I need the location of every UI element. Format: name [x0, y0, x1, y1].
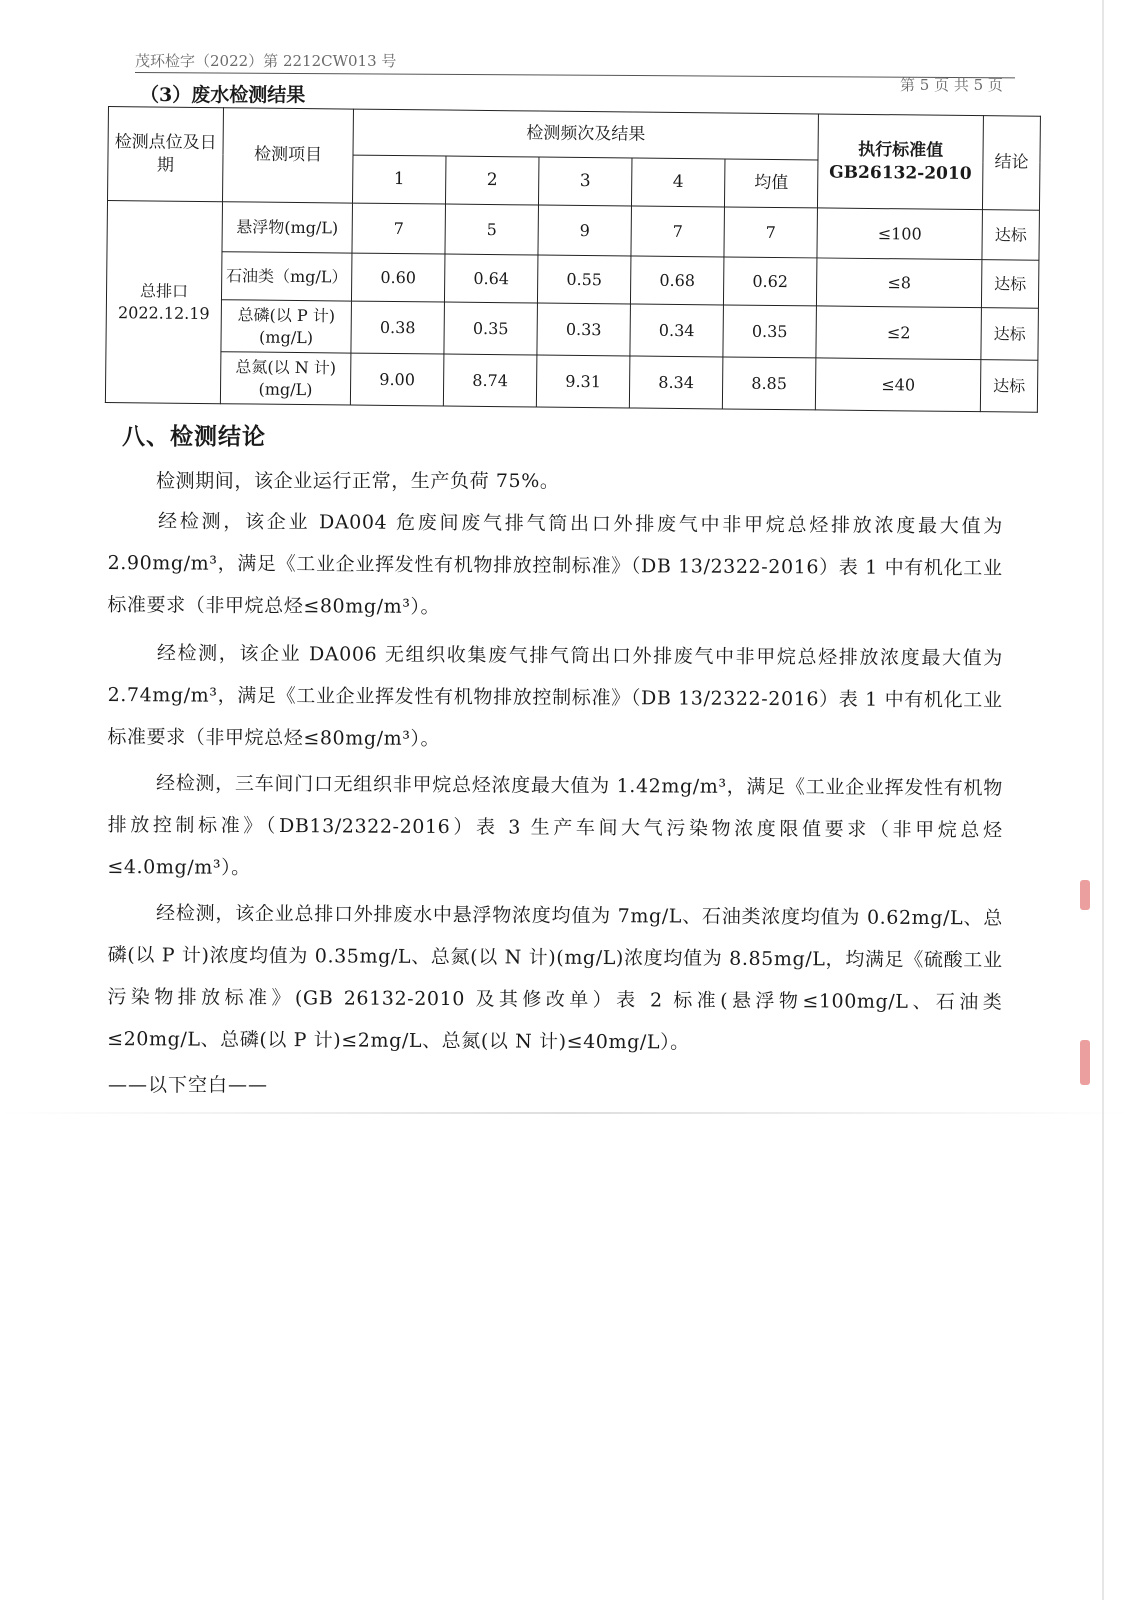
paragraph-text: 经检测，该企业 DA006 无组织收集废气排气筒出口外排废气中非甲烷总烃排放浓度最大值为 2.74mg/m³，满足《工业企业挥发性有机物排放控制标准》（DB 13/2322-2016）表 1 中有机化工业标准要求（非甲烷总烃≤80mg/m³）。	[107, 642, 1003, 751]
header-average: 均值	[724, 159, 818, 208]
conclusion-paragraph	[108, 460, 1003, 502]
limit-cell: ≤100	[817, 208, 983, 260]
header-conclusion: 结论	[983, 116, 1041, 211]
wastewater-table-wrapper	[105, 106, 1040, 413]
seal-edge-mark	[1080, 880, 1090, 910]
item-cell: 总氮(以 N 计)(mg/L)	[220, 352, 351, 405]
location-label: 总排口	[139, 281, 189, 301]
scan-right-edge	[1102, 0, 1104, 1600]
limit-cell: ≤40	[815, 358, 981, 412]
value-cell: 0.64	[444, 254, 537, 303]
value-cell: 0.33	[537, 303, 631, 356]
header-freq-2: 2	[445, 156, 538, 205]
header-frequency-results: 检测频次及结果	[353, 109, 819, 160]
wastewater-results-table	[105, 106, 1041, 413]
header-standard-code: GB26132-2010	[829, 162, 972, 184]
header-location-date: 检测点位及日期	[108, 107, 224, 202]
page-number: 第 5 页 共 5 页	[900, 76, 1003, 94]
conclusion-paragraph	[107, 632, 1003, 763]
result-cell: 达标	[981, 308, 1039, 361]
value-cell: 0.35	[444, 302, 538, 355]
scan-shadow-line	[0, 1112, 1130, 1114]
item-cell: 总磷(以 P 计)(mg/L)	[221, 300, 352, 353]
value-cell: 8.74	[443, 354, 537, 407]
value-cell: 0.34	[630, 304, 724, 357]
result-cell: 达标	[980, 360, 1038, 413]
item-cell: 石油类（mg/L）	[221, 252, 351, 301]
limit-cell: ≤2	[816, 306, 982, 360]
result-cell: 达标	[981, 260, 1038, 309]
value-cell: 7	[352, 203, 446, 254]
value-cell: 0.55	[537, 255, 630, 304]
value-cell: 9.00	[350, 353, 444, 406]
value-cell: 5	[445, 204, 539, 255]
header-freq-4: 4	[631, 158, 724, 207]
value-cell: 8.34	[629, 356, 723, 409]
average-cell: 8.85	[722, 357, 816, 410]
conclusion-paragraph	[107, 762, 1003, 893]
header-standard-label: 执行标准值	[858, 139, 944, 161]
paragraph-text: 经检测，该企业总排口外排废水中悬浮物浓度均值为 7mg/L、石油类浓度均值为 0.62mg/L、总磷(以 P 计)浓度均值为 0.35mg/L、总氮(以 N 计)(mg/L)浓度均值为 8.85mg/L，均满足《硫酸工业污染物排放标准》(GB 26132-2010 及其修改单）表 2 标准(悬浮物≤100mg/L、石油类≤20mg/L、总磷(以 P 计)≤2mg/L、总氮(以 N 计)≤40mg/L）。	[107, 902, 1003, 1054]
report-number: 茂环检字（2022）第 2212CW013 号	[135, 52, 397, 70]
average-cell: 7	[724, 207, 818, 258]
value-cell: 0.68	[630, 256, 723, 305]
header-item: 检测项目	[223, 108, 354, 203]
value-cell: 7	[631, 206, 725, 257]
average-cell: 0.62	[723, 257, 817, 306]
header-freq-3: 3	[538, 157, 631, 206]
paragraph-text: 检测期间，该企业运行正常，生产负荷 75%。	[156, 470, 560, 492]
value-cell: 0.60	[351, 253, 444, 302]
paragraph-text: 经检测，该企业 DA004 危废间废气排气筒出口外排废气中非甲烷总烃排放浓度最大值为 2.90mg/m³，满足《工业企业挥发性有机物排放控制标准》（DB 13/2322-2016）表 1 中有机化工业标准要求（非甲烷总烃≤80mg/m³）。	[107, 510, 1003, 619]
paragraph-text: 经检测，三车间门口无组织非甲烷总烃浓度最大值为 1.42mg/m³，满足《工业企业挥发性有机物排放控制标准》（DB13/2322-2016）表 3 生产车间大气污染物浓度限值要求（非甲烷总烃≤4.0mg/m³）。	[107, 772, 1003, 879]
header-freq-1: 1	[352, 155, 445, 204]
average-cell: 0.35	[723, 305, 817, 358]
conclusion-paragraph	[107, 892, 1003, 1065]
blank-below-note: ——以下空白——	[108, 1074, 269, 1096]
date-label: 2022.12.19	[117, 302, 210, 323]
limit-cell: ≤8	[817, 258, 982, 308]
value-cell: 9	[538, 205, 632, 256]
conclusion-paragraph	[107, 500, 1003, 631]
result-cell: 达标	[982, 210, 1040, 261]
value-cell: 9.31	[536, 355, 630, 408]
header-rule	[135, 72, 1015, 78]
table-title: （3）废水检测结果	[140, 84, 306, 106]
section-title: 八、检测结论	[122, 423, 266, 450]
header-standard	[818, 114, 984, 210]
seal-edge-mark	[1080, 1040, 1090, 1085]
item-cell: 悬浮物(mg/L)	[222, 202, 353, 253]
value-cell: 0.38	[351, 301, 445, 354]
location-date-cell	[105, 201, 222, 404]
table-row	[105, 350, 1038, 412]
